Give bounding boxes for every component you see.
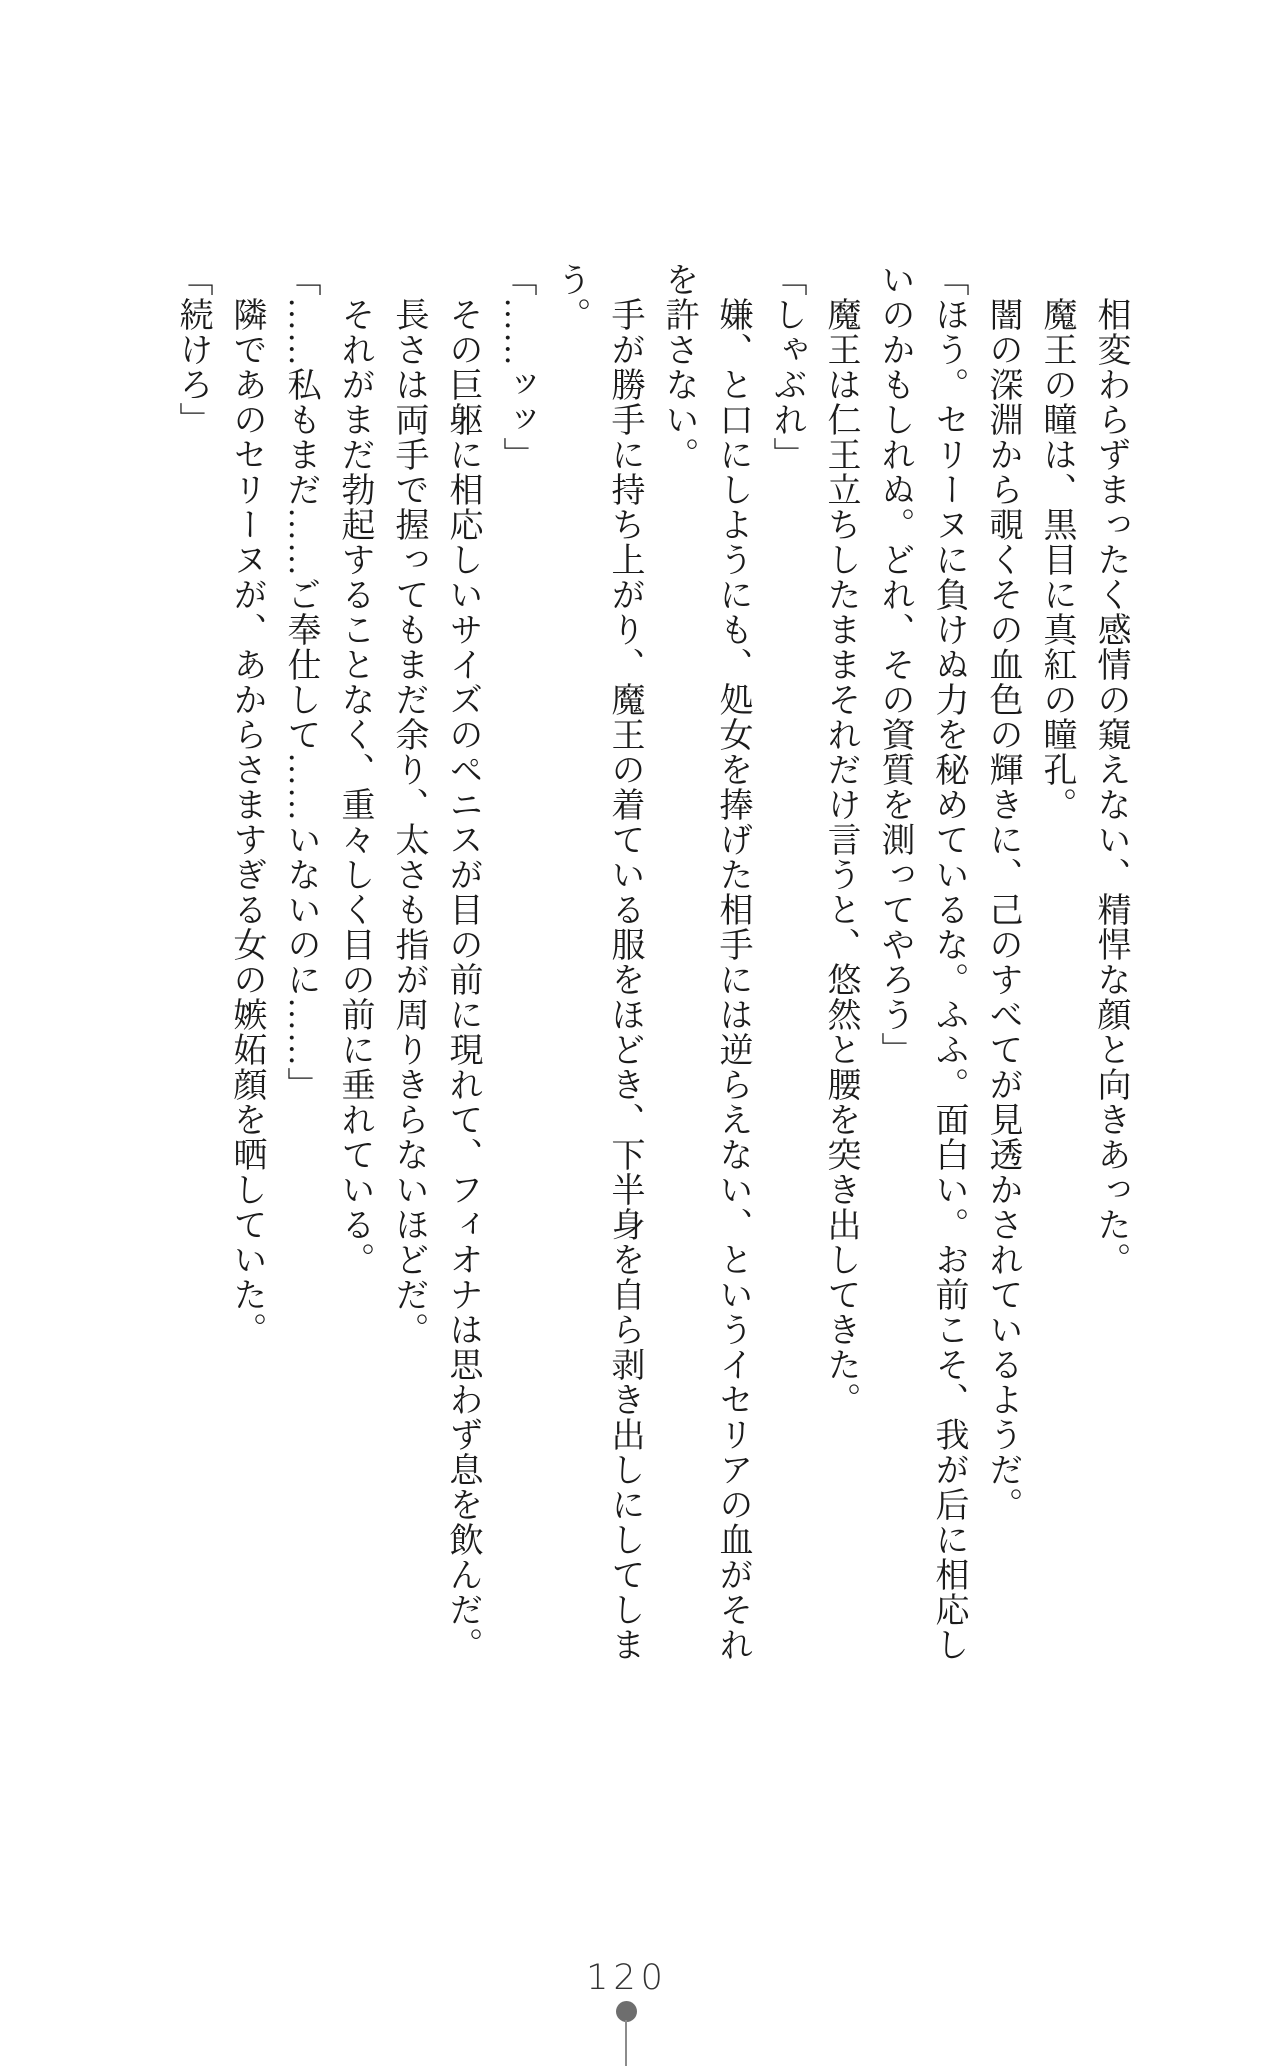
page-number: 120: [586, 1958, 668, 1998]
text-column: 長さは両手で握ってもまだ余り、太さも指が周りきらないほどだ。: [390, 297, 427, 1347]
text-column: いのかもしれぬ。どれ、その資質を測ってやろう」: [876, 262, 913, 1067]
text-column: 隣であのセリーヌが、あからさますぎる女の嫉妬顔を晒していた。: [228, 297, 265, 1347]
footer-rule-ornament: [625, 2020, 627, 2066]
body-text: [165, 262, 1137, 1682]
text-column: 手が勝手に持ち上がり、魔王の着ている服をほどき、下半身を自ら剥き出しにしてしま: [606, 297, 643, 1662]
text-column: 「……ッッ」: [498, 262, 535, 472]
text-column: 相変わらずまったく感情の窺えない、精悍な顔と向きあった。: [1092, 297, 1129, 1277]
text-column: 嫌、と口にしようにも、処女を捧げた相手には逆らえない、というイセリアの血がそれ: [714, 297, 751, 1662]
text-column: 闇の深淵から覗くその血色の輝きに、己のすべてが見透かされているようだ。: [984, 297, 1021, 1522]
text-column: それがまだ勃起することなく、重々しく目の前に垂れている。: [336, 297, 373, 1277]
footer-dot-ornament-icon: [616, 2001, 637, 2022]
text-column: を許さない。: [660, 262, 697, 472]
text-column: 「しゃぶれ」: [768, 262, 805, 472]
text-column: 「……私もまだ……ご奉仕して……いないのに……」: [282, 262, 319, 1102]
text-column: う。: [552, 262, 589, 332]
text-column: 「ほう。セリーヌに負けぬ力を秘めているな。ふふ。面白い。お前こそ、我が后に相応し: [930, 262, 967, 1662]
text-column: 魔王は仁王立ちしたままそれだけ言うと、悠然と腰を突き出してきた。: [822, 297, 859, 1417]
text-column: 魔王の瞳は、黒目に真紅の瞳孔。: [1038, 297, 1075, 822]
text-column: 「続けろ」: [174, 262, 211, 437]
text-column: その巨躯に相応しいサイズのペニスが目の前に現れて、フィオナは思わず息を飲んだ。: [444, 297, 481, 1662]
